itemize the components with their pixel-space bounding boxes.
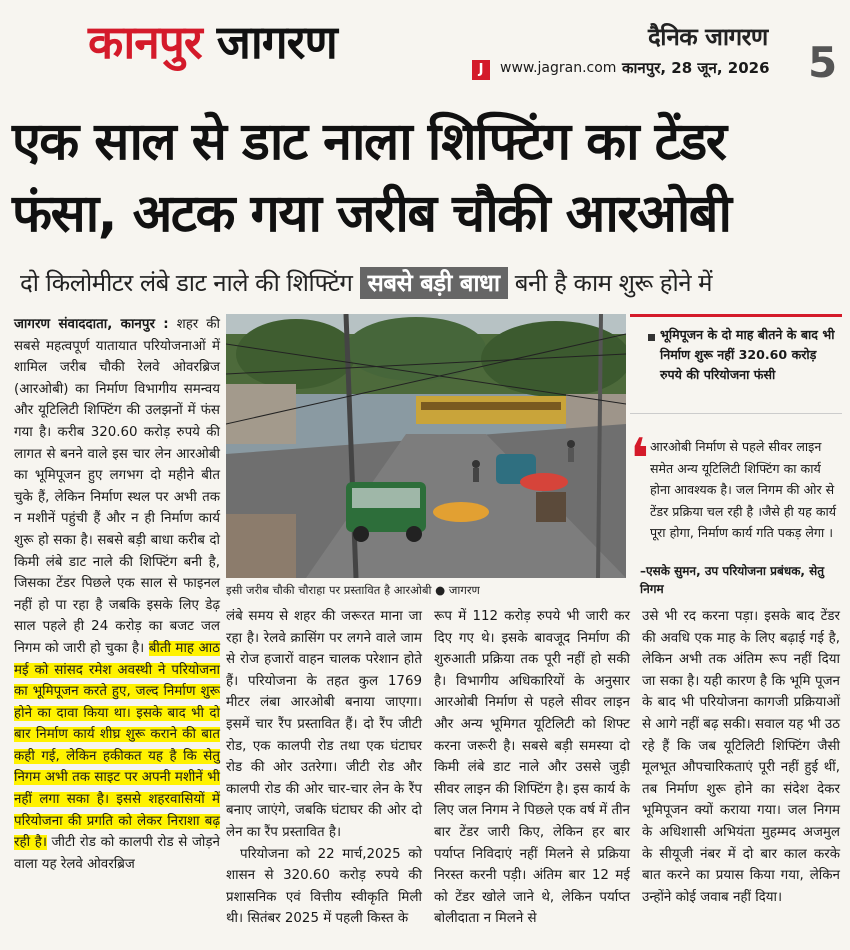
headline-line-2: फंसा, अटक गया जरीब चौकी आरओबी — [12, 184, 731, 244]
headline-line-1: एक साल से डाट नाला शिफ्टिंग का टेंडर — [12, 112, 726, 172]
sidebar — [630, 314, 842, 610]
quote-attribution: –एसके सुमन, उप परियोजना प्रबंधक, सेतु निगम — [640, 564, 825, 596]
paper-name: दैनिक जागरण — [648, 23, 768, 51]
article-column-4 — [642, 606, 840, 908]
photo-caption: इसी जरीब चौकी चौराहा पर प्रस्तावित है आरओबी ● जागरण — [226, 583, 480, 597]
bullet-icon — [648, 334, 655, 341]
highlighted-passage: बीती माह आठ मई को सांसद रमेश अवस्थी ने परियोजना का भूमिपूजन करते हुए, जल्द निर्माण शुरू होने का दावा किया था। इसके बाद भी दो बार निर्माण कार्य शीघ्र शुरू कराने की बात कही गई, लेकिन हकीकत यह है कि सेतु निगम अभी तक साइट पर अपनी मशीनें भी नहीं लगा सका है। इससे शहरवासियों में परियोजना की प्रगति को लेकर निराशा बढ़ रही है। — [14, 640, 221, 851]
dateline: कानपुर, 28 जून, 2026 — [622, 59, 770, 77]
quote-mark-icon: ❛ — [630, 427, 650, 492]
byline: जागरण संवाददाता, कानपुर : — [14, 317, 169, 332]
subhead-pre: दो किलोमीटर लंबे डाट नाले की शिफ्टिंग — [20, 269, 353, 297]
brand-city: कानपुर — [88, 15, 202, 69]
brand-logo[interactable] — [88, 12, 337, 72]
masthead — [0, 0, 850, 100]
article-column-1 — [14, 314, 220, 875]
brand-jagran: जागरण — [216, 15, 337, 69]
article-column-2 — [226, 606, 422, 930]
subhead-highlight: सबसे बड़ी बाधा — [360, 267, 508, 299]
jagran-j-icon: J — [472, 60, 490, 80]
website-link[interactable]: www.jagran.com — [500, 60, 617, 76]
col2-para-1: लंबे समय से शहर की जरूरत माना जा रहा है। रेलवे क्रासिंग पर लगने वाले जाम से रोज हजारों वाहन चालक परेशान होते हैं। परियोजना के तहत कुल 1769 मीटर लंबा आरओबी बनाया जाएगा। इसमें चार रैंप प्रस्तावित हैं। दो रैंप जीटी रोड, एक कालपी रोड तथा एक घंटाघर रोड की ओर उतरेगा। जीटी रोड और कालपी रोड की ओर चार-चार लेन के रैंप बनाए जाएंगे, जबकि घंटाघर की ओर दो लेन का रैंप प्रस्तावित है। — [226, 609, 422, 840]
headline — [12, 106, 838, 250]
col3-text: रूप में 112 करोड़ रुपये भी जारी कर दिए गए थे। इसके बावजूद निर्माण की शुरुआती प्रक्रिया तक पूरी नहीं हो सकी है। विभागीय अधिकारियों के अनुसार आरओबी निर्माण से पहले सीवर लाइन और अन्य भूमिगत यूटिलिटी को शिफ्ट करना जरूरी है। सबसे बड़ी समस्या दो किमी लंबे डाट नाले और उससे जुड़ी सीवर लाइन की शिफ्टिंग है। इस कार्य के लिए जल निगम ने पिछले एक वर्ष में तीन बार टेंडर जारी किए, लेकिन हर बार पर्याप्त निविदाएं नहीं मिलने से प्रक्रिया निरस्त करनी पड़ी। अंतिम बार 12 मई को टेंडर खोले जाने थे, लेकिन पर्याप्त बोलीदाता न मिलने से — [434, 609, 630, 927]
official-quote: आरओबी निर्माण से पहले सीवर लाइन समेत अन्य यूटिलिटी शिफ्टिंग का कार्य होना आवश्यक है। जल निगम की ओर से टेंडर प्रक्रिया चल रही है ।जैसे ही यह कार्य पूरा होगा, निर्माण कार्य गति पकड़ लेगा । — [650, 439, 837, 541]
subheadline — [20, 262, 840, 304]
col1-tail: जीटी रोड को कालपी रोड से जोड़ने वाला यह रेलवे ओवरब्रिज — [14, 835, 220, 872]
col2-para-2: परियोजना को 22 मार्च,2025 को शासन से 320.60 करोड़ रुपये की प्रशासनिक एवं वित्तीय स्वीकृति मिली थी। सितंबर 2025 में पहली किस्त के — [226, 846, 422, 927]
highlight-text: भूमिपूजन के दो माह बीतने के बाद भी निर्माण शुरू नहीं 320.60 करोड़ रुपये की परियोजना फंसी — [660, 327, 835, 382]
street-scene-image — [226, 314, 626, 578]
col4-text: उसे भी रद करना पड़ा। इसके बाद टेंडर की अवधि एक माह के लिए बढ़ाई गई है, लेकिन अभी तक अंतिम रूप नहीं दिया जा सका है। यही कारण है कि भूमि पूजन के बाद भी परियोजना कागजी प्रक्रियाओं से आगे नहीं बढ़ सकी। सवाल यह भी उठ रहे हैं कि जब यूटिलिटी शिफ्टिंग जैसी मूलभूत औपचारिकताएं पूरी नहीं हुई थीं, तब निर्माण शुरू होने का संदेश देकर भूमिपूजन क्यों कराया गया। जल निगम के अधिशासी अभियंता मुहम्मद अजमुल के सीयूजी नंबर में दो बार काल करके बात करने का प्रयास किया गया, लेकिन उन्होंने कोई जवाब नहीं दिया। — [642, 609, 840, 905]
news-photo — [226, 314, 626, 578]
article-column-3 — [434, 606, 630, 930]
highlight-box — [630, 314, 842, 414]
page-number: 5 — [808, 38, 838, 87]
subhead-post: बनी है काम शुरू होने में — [514, 269, 712, 297]
col1-text: शहर की सबसे महत्वपूर्ण यातायात परियोजनाओं में शामिल जरीब चौकी रेलवे ओवरब्रिज (आरओबी) का निर्माण विभागीय समन्वय और यूटिलिटी शिफ्टिंग की उलझनों में फंस गया है। करीब 320.60 करोड़ रुपये की लागत से बनने वाले इस चार लेन आरओबी का भूमिपूजन हुए लगभग दो महीने बीत चुके हैं, लेकिन निर्माण स्थल पर अभी तक न मशीनें पहुंची हैं और न ही निर्माण कार्य शुरू हो सका है। सबसे बड़ी बाधा करीब दो किमी लंबे डाट नाले की शिफ्टिंग बनी है, जिसका टेंडर पिछले एक साल से फाइनल नहीं हो पा रहा है जबकि इसके लिए डेढ़ साल पहले ही 24 करोड़ का बजट जल निगम को जारी हो चुका है। — [14, 317, 220, 656]
